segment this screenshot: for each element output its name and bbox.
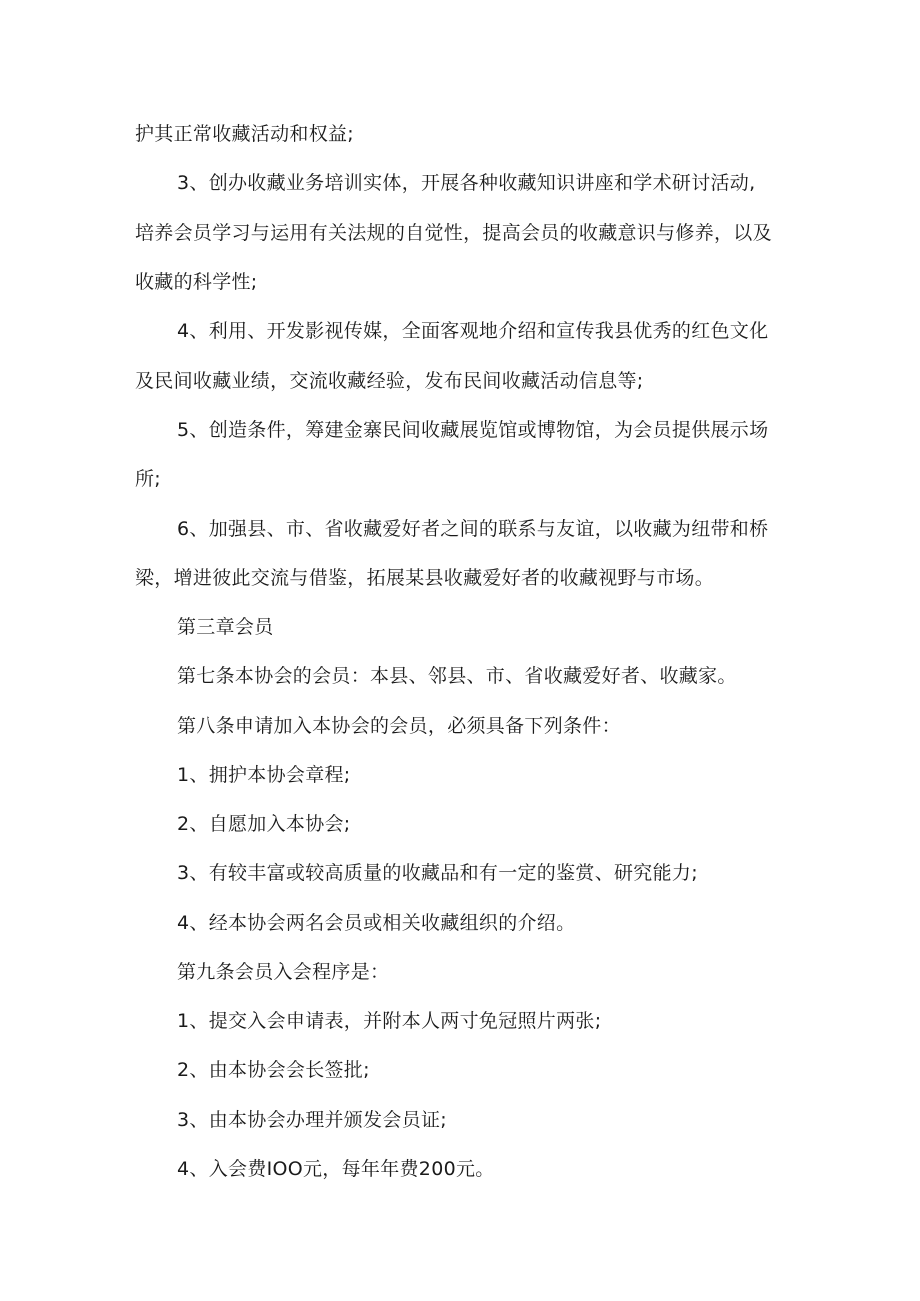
text-line-rights: 护其正常收藏活动和权益; — [135, 123, 355, 145]
article-8: 第八条申请加入本协会的会员，必须具备下列条件： — [177, 715, 621, 737]
text-line-item-3-training: 3、创办收藏业务培训实体，开展各种收藏知识讲座和学术研讨活动, — [177, 172, 756, 194]
text-line-item-5-end: 所; — [135, 468, 162, 490]
text-line-item-3-end: 收藏的科学性; — [135, 271, 258, 293]
article-9-item-3: 3、由本协会办理并颁发会员证; — [177, 1109, 447, 1131]
article-7: 第七条本协会的会员：本县、邻县、市、省收藏爱好者、收藏家。 — [177, 665, 737, 687]
text-line-item-6-friendship: 6、加强县、市、省收藏爱好者之间的联系与友谊，以收藏为纽带和桥 — [177, 518, 769, 540]
text-line-item-6-cont: 梁，增进彼此交流与借鉴，拓展某县收藏爱好者的收藏视野与市场。 — [135, 567, 715, 589]
article-9-item-4-fees: 4、入会费IOO元，每年年费200元。 — [177, 1158, 495, 1180]
text-line-item-4-cont: 及民间收藏业绩，交流收藏经验，发布民间收藏活动信息等; — [135, 370, 644, 392]
article-8-item-2: 2、自愿加入本协会; — [177, 813, 351, 835]
text-line-item-3-cont: 培养会员学习与运用有关法规的自觉性，提高会员的收藏意识与修养，以及 — [135, 222, 772, 244]
article-9: 第九条会员入会程序是： — [177, 961, 390, 983]
article-8-item-1: 1、拥护本协会章程; — [177, 764, 351, 786]
text-line-item-4-media: 4、利用、开发影视传媒，全面客观地介绍和宣传我县优秀的红色文化 — [177, 320, 769, 342]
article-8-item-3: 3、有较丰富或较高质量的收藏品和有一定的鉴赏、研究能力; — [177, 862, 698, 884]
article-8-item-4: 4、经本协会两名会员或相关收藏组织的介绍。 — [177, 912, 576, 934]
text-line-item-5-museum: 5、创造条件，筹建金寨民间收藏展览馆或博物馆，为会员提供展示场 — [177, 419, 769, 441]
chapter-heading-members: 第三章会员 — [177, 616, 274, 638]
article-9-item-2: 2、由本协会会长签批; — [177, 1059, 370, 1081]
article-9-item-1: 1、提交入会申请表，并附本人两寸免冠照片两张; — [177, 1010, 602, 1032]
